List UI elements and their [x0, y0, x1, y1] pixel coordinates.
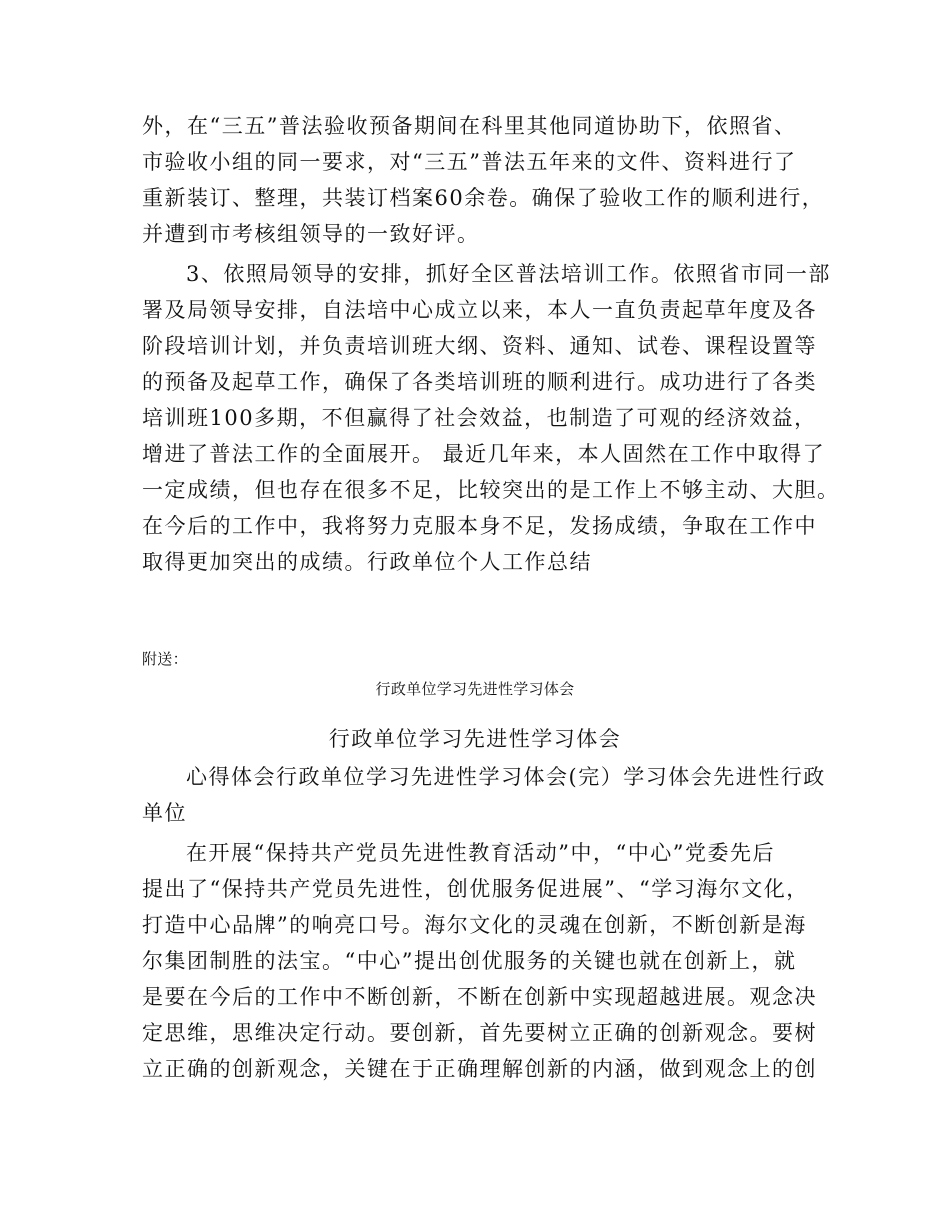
- paragraph-line: 在开展“保持共产党员先进性教育活动”中，“中心”党委先后: [186, 841, 775, 865]
- paragraph-line: 是要在今后的工作中不断创新，不断在创新中实现超越进展。观念决: [142, 985, 817, 1009]
- paragraph-line: 在今后的工作中，我将努力克服本身不足，发扬成绩，争取在工作中: [142, 514, 817, 538]
- paragraph-line: 市验收小组的同一要求，对“三五”普法五年来的文件、资料进行了: [142, 150, 797, 174]
- paragraph-line: 增进了普法工作的全面展开。 最近几年来，本人固然在工作中取得了: [142, 442, 826, 466]
- paragraph-line: 外，在“三五”普法验收预备期间在科里其他同道协助下，依照省、: [142, 114, 797, 138]
- paragraph-line: 尔集团制胜的法宝。“中心”提出创优服务的关键也就在创新上，就: [142, 949, 797, 973]
- appendix-subtitle: 行政单位学习先进性学习体会: [375, 680, 575, 698]
- paragraph-line: 3、依照局领导的安排，抓好全区普法培训工作。依照省市同一部: [186, 262, 831, 286]
- paragraph-line: 取得更加突出的成绩。行政单位个人工作总结: [142, 550, 592, 574]
- paragraph-line: 单位: [142, 801, 187, 825]
- paragraph-line: 心得体会行政单位学习先进性学习体会(完）学习体会先进性行政: [186, 765, 826, 789]
- paragraph-line: 的预备及起草工作，确保了各类培训班的顺利进行。成功进行了各类: [142, 370, 817, 394]
- paragraph-line: 署及局领导安排，自法培中心成立以来，本人一直负责起草年度及各: [142, 298, 817, 322]
- appendix-label: 附送：: [142, 650, 188, 668]
- paragraph-line: 培训班100多期，不但赢得了社会效益，也制造了可观的经济效益，: [142, 406, 817, 430]
- paragraph-line: 一定成绩，但也存在很多不足，比较突出的是工作上不够主动、大胆。: [142, 478, 840, 502]
- paragraph-line: 阶段培训计划，并负责培训班大纲、资料、通知、试卷、课程设置等: [142, 334, 817, 358]
- paragraph-line: 打造中心品牌”的响亮口号。海尔文化的灵魂在创新，不断创新是海: [142, 913, 807, 937]
- paragraph-line: 重新装订、整理，共装订档案60余卷。确保了验收工作的顺利进行，: [142, 186, 825, 210]
- paragraph-line: 提出了“保持共产党员先进性，创优服务促进展”、“学习海尔文化，: [142, 877, 809, 901]
- paragraph-line: 立正确的创新观念，关键在于正确理解创新的内涵，做到观念上的创: [142, 1057, 817, 1081]
- document-title: 行政单位学习先进性学习体会: [328, 727, 622, 751]
- paragraph-line: 定思维，思维决定行动。要创新，首先要树立正确的创新观念。要树: [142, 1021, 817, 1045]
- paragraph-line: 并遭到市考核组领导的一致好评。: [142, 222, 480, 246]
